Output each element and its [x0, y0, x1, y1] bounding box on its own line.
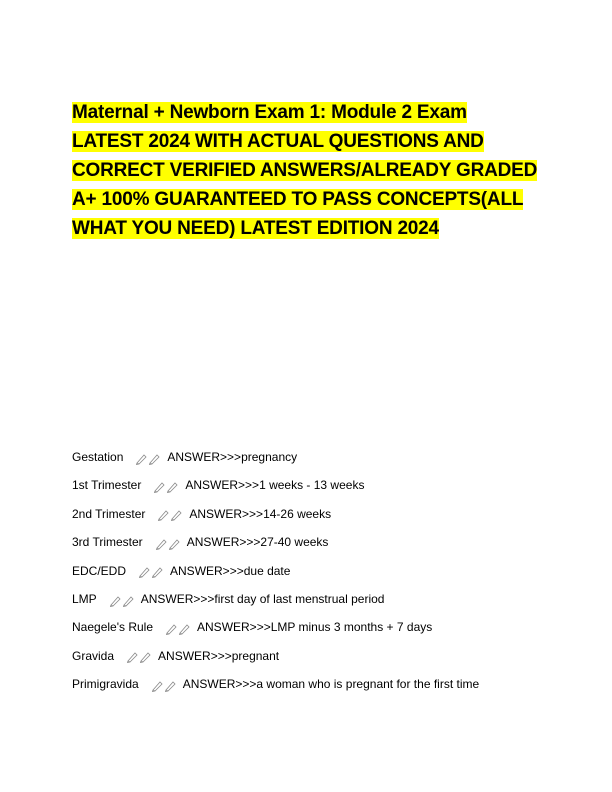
- qa-term: LMP: [72, 591, 97, 606]
- qa-item: [72, 477, 552, 505]
- qa-answer: 27-40 weeks: [260, 535, 329, 550]
- answer-prefix: ANSWER>>>: [167, 450, 242, 464]
- double-pencil-icon: [126, 649, 152, 665]
- qa-term: 2nd Trimester: [72, 506, 146, 521]
- qa-answer: due date: [243, 563, 291, 578]
- double-pencil-icon: [157, 507, 183, 523]
- qa-term: 3rd Trimester: [72, 535, 143, 550]
- document-title: [72, 98, 542, 243]
- title-line: Maternal + Newborn Exam 1: Module 2 Exam: [72, 102, 467, 123]
- qa-answer: 14-26 weeks: [263, 506, 332, 521]
- qa-list: [72, 449, 552, 705]
- answer-prefix: ANSWER>>>: [182, 677, 257, 692]
- qa-answer: pregnancy: [241, 450, 298, 464]
- answer-prefix: ANSWER>>>: [185, 478, 260, 493]
- answer-prefix: ANSWER>>>: [189, 506, 264, 521]
- answer-prefix: ANSWER>>>: [170, 563, 244, 578]
- answer-prefix: ANSWER>>>: [158, 648, 232, 663]
- qa-item: [72, 563, 552, 591]
- qa-item: [72, 648, 552, 676]
- qa-term: Primigravida: [72, 677, 139, 692]
- double-pencil-icon: [165, 620, 191, 636]
- qa-answer: LMP minus 3 months + 7 days: [270, 620, 433, 635]
- answer-prefix: ANSWER>>>: [186, 535, 261, 550]
- qa-term: EDC/EDD: [72, 563, 127, 578]
- qa-term: Gestation: [72, 450, 124, 464]
- qa-answer: 1 weeks - 13 weeks: [259, 478, 365, 493]
- double-pencil-icon: [153, 478, 179, 494]
- title-line: WHAT YOU NEED) LATEST EDITION 2024: [72, 218, 439, 239]
- qa-item: [72, 619, 552, 647]
- qa-item: [72, 591, 552, 619]
- qa-term: Gravida: [72, 648, 115, 663]
- qa-item: [72, 534, 552, 562]
- qa-answer: a woman who is pregnant for the first time: [256, 677, 480, 692]
- qa-answer: pregnant: [231, 648, 280, 663]
- double-pencil-icon: [151, 677, 177, 693]
- double-pencil-icon: [155, 535, 181, 551]
- qa-term: 1st Trimester: [72, 478, 142, 493]
- title-line: LATEST 2024 WITH ACTUAL QUESTIONS AND: [72, 131, 484, 152]
- qa-item: [72, 676, 552, 704]
- title-line: CORRECT VERIFIED ANSWERS/ALREADY GRADED: [72, 160, 538, 181]
- double-pencil-icon: [135, 450, 161, 466]
- qa-term: Naegele's Rule: [72, 620, 154, 635]
- double-pencil-icon: [138, 563, 164, 579]
- qa-answer: first day of last menstrual period: [214, 591, 385, 606]
- answer-prefix: ANSWER>>>: [197, 620, 271, 635]
- double-pencil-icon: [109, 592, 135, 608]
- answer-prefix: ANSWER>>>: [140, 591, 215, 606]
- qa-item: [72, 449, 552, 477]
- title-line: A+ 100% GUARANTEED TO PASS CONCEPTS(ALL: [72, 189, 524, 210]
- qa-item: [72, 506, 552, 534]
